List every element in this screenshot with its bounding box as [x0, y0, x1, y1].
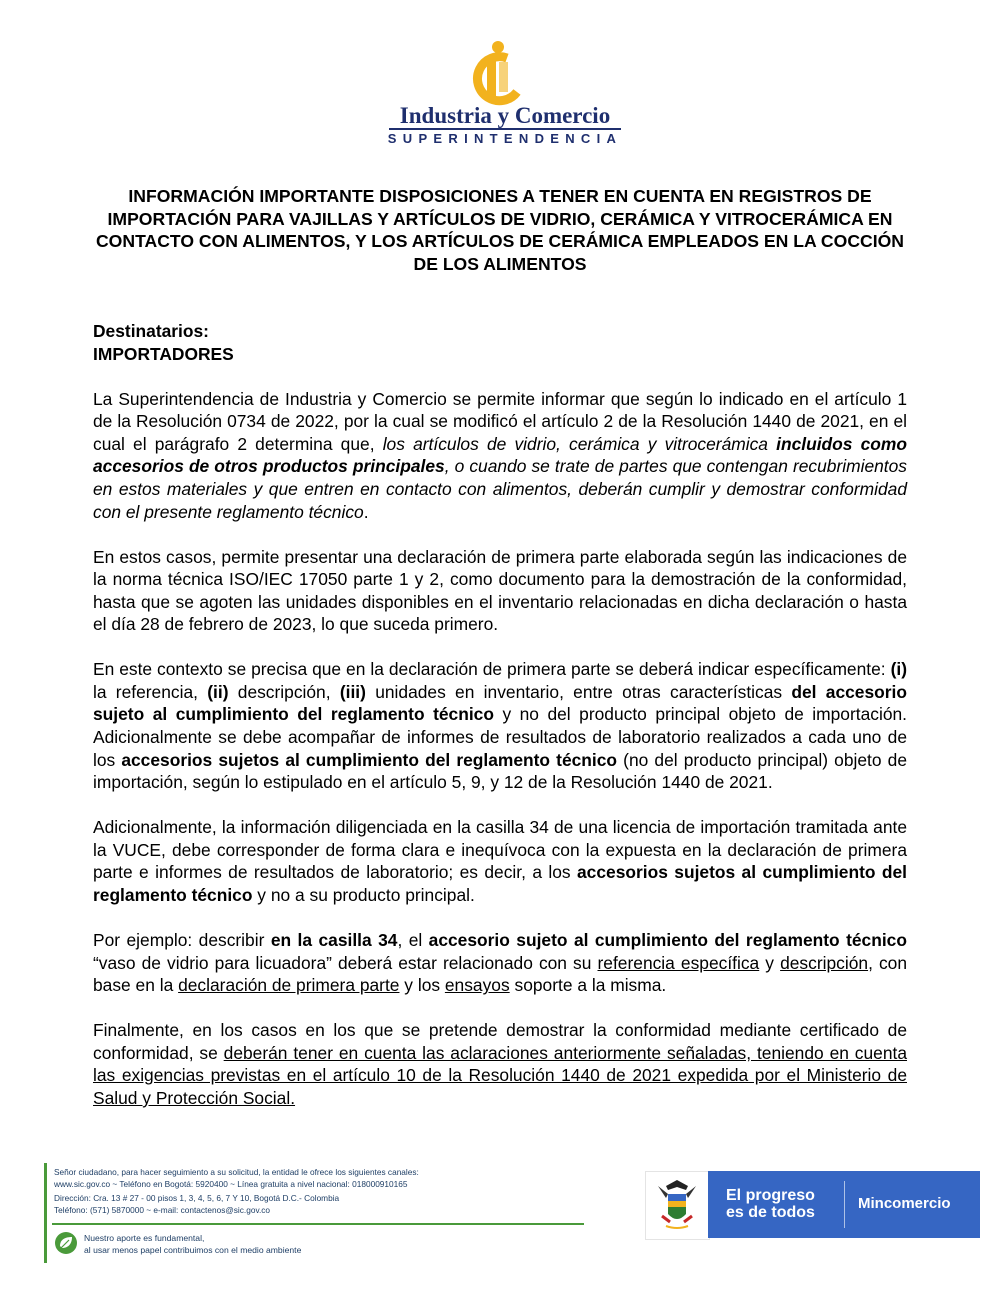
footer-line-4: Teléfono: (571) 5870000 ~ e-mail: contactenos@sic.gov.co — [54, 1204, 271, 1215]
p4-bold: accesorios sujetos al cumplimiento del reglamento técnico — [93, 862, 908, 906]
document-title: INFORMACIÓN IMPORTANTE DISPOSICIONES A TENER EN CUENTA EN REGISTROS DE IMPORTACIÓN PARA VAJILLAS Y ARTÍCULOS DE VIDRIO, CERÁMICA Y VITROCERÁMICA EN CONTACTO CON ALIMENTOS, Y LOS ARTÍCULOS DE CERÁMICA EMPLEADOS EN LA COCCIÓN DE LOS ALIMENTOS — [95, 186, 905, 274]
p1-text-a: La Superintendencia de Industria y Comercio se permite informar que según lo indicado en el artículo 1 de la Resolución 0734 de 2022, por la cual se modificó el artículo 2 de la Resolución 1440 de 2021, en el cual el parágrafo 2 determina que, — [93, 388, 907, 454]
p3-bold-iii: (iii) — [339, 681, 366, 702]
footer-eco-line-1: Nuestro aporte es fundamental, — [84, 1233, 205, 1243]
document-body — [93, 320, 907, 1132]
footer-eco-message — [84, 1233, 301, 1256]
p5-underline-referencia: referencia específica — [597, 952, 760, 973]
footer-line-1: Señor ciudadano, para hacer seguimiento a su solicitud, la entidad le ofrece los siguientes canales: — [54, 1167, 419, 1177]
sic-logo-mark-icon — [467, 40, 527, 106]
p1-text-d: , o cuando se trate de partes que contengan recubrimientos en estos materiales y que entren en contacto con alimentos, deberán cumplir y demostrar conformidad con el presente reglamento técnico — [93, 456, 907, 522]
eco-leaf-icon — [54, 1231, 78, 1255]
paragraph-2: En estos casos, permite presentar una declaración de primera parte elaborada según las indicaciones de la norma técnica ISO/IEC 17050 parte 1 y 2, como documento para la demostración de la conformidad, hasta que se agoten las unidades disponibles en el inventario relacionadas en dicha declaración o hasta el día 28 de febrero de 2023, lo que suceda primero. — [93, 546, 907, 635]
paragraph-6 — [93, 1019, 907, 1109]
p3-text-c: la referencia, — [93, 681, 208, 702]
p4-text-c: y no a su producto principal. — [252, 885, 475, 906]
footer-green-bar — [44, 1163, 47, 1263]
p5-underline-ensayos: ensayos — [444, 975, 510, 996]
logo-subtitle: SUPERINTENDENCIA — [387, 131, 623, 146]
p3-text-a: En este contexto se precisa que en la declaración de primera parte se deberá indicar específicamente: — [93, 659, 891, 680]
p3-bold-accesorio: del accesorio sujeto al cumplimiento del reglamento técnico — [93, 681, 907, 725]
recipients-block — [93, 320, 907, 365]
recipients-label: Destinatarios: — [93, 321, 209, 341]
logo-name: Industria y Comercio — [399, 103, 611, 128]
p3-bold-i: (i) — [890, 659, 907, 680]
colombia-crest-icon — [646, 1172, 709, 1239]
p5-text-m: soporte a la misma. — [509, 975, 667, 996]
footer-contact-text — [54, 1167, 419, 1216]
sic-logo — [385, 40, 625, 150]
p5-text-k: y los — [399, 975, 445, 996]
p5-underline-descripcion: descripción — [780, 952, 869, 973]
p4-text-a: Adicionalmente, la información diligenciada en la casilla 34 de una licencia de importación tramitada ante la VUCE, debe corresponder de forma clara e inequívoca con la expuesta en la declaración de primera parte e informes de resultados de laboratorio; es decir, a los — [93, 817, 907, 883]
progreso-line-2: es de todos — [726, 1204, 815, 1221]
paragraph-3 — [93, 658, 907, 794]
government-banner — [645, 1171, 980, 1238]
p1-bold-italic: incluidos como accesorios de otros productos principales — [93, 433, 907, 477]
banner-divider — [844, 1181, 845, 1228]
p5-underline-declaracion: declaración de primera parte — [178, 975, 400, 996]
p5-text-a: Por ejemplo: describir — [93, 930, 271, 951]
footer-line-3: Dirección: Cra. 13 # 27 - 00 pisos 1, 3, 4, 5, 6, 7 Y 10, Bogotá D.C.- Colombia — [54, 1193, 340, 1204]
p6-text-a: Finalmente, en los casos en los que se pretende demostrar la conformidad mediante certificado de conformidad, se — [93, 1020, 907, 1063]
p1-text-b: los artículos de vidrio, cerámica y vitrocerámica — [382, 433, 777, 454]
progreso-line-1: El progreso — [726, 1187, 815, 1204]
p5-text-c: , el — [397, 930, 429, 951]
p5-bold-casilla: en la casilla 34 — [270, 930, 398, 951]
p5-bold-accesorio: accesorio sujeto al cumplimiento del reglamento técnico — [428, 930, 907, 951]
recipients-value: IMPORTADORES — [93, 343, 234, 364]
p1-text-e: . — [363, 501, 369, 522]
footer-line-2: www.sic.gov.co ~ Teléfono en Bogotá: 5920400 ~ Línea gratuita a nivel nacional: 018000910165 — [54, 1178, 408, 1189]
crest-box — [645, 1171, 710, 1240]
progreso-slogan — [726, 1187, 815, 1221]
paragraph-1 — [93, 388, 907, 524]
p5-text-e: “vaso de vidrio para licuadora” deberá estar relacionado con su — [93, 952, 598, 973]
footer-eco-line-2: al usar menos papel contribuimos con el medio ambiente — [84, 1244, 302, 1255]
logo-rule — [389, 128, 621, 130]
p3-text-i: y no del producto principal objeto de importación. Adicionalmente se debe acompañar de informes de resultados de laboratorio realizados a cada uno de los — [93, 704, 907, 770]
p3-text-e: descripción, — [228, 681, 340, 702]
paragraph-5 — [93, 929, 907, 997]
ministry-name: Mincomercio — [858, 1195, 951, 1212]
p5-text-g: y — [759, 952, 781, 973]
p6-underline: deberán tener en cuenta las aclaraciones anteriormente señaladas, teniendo en cuenta las exigencias previstas en el artículo 10 de la Resolución 1440 de 2021 expedida por el Ministerio de Salud y Protección Social. — [93, 1042, 908, 1108]
p3-text-g: unidades en inventario, entre otras características — [365, 681, 792, 702]
paragraph-4 — [93, 816, 907, 906]
p5-text-i: , con base en la — [93, 952, 908, 996]
p3-text-k: (no del producto principal) objeto de importación, según lo estipulado en el artículo 5, 9, y 12 de la Resolución 1440 de 2021. — [93, 749, 907, 793]
progress-banner — [708, 1171, 980, 1238]
p3-bold-ii: (ii) — [207, 681, 229, 702]
p3-bold-accesorios: accesorios sujetos al cumplimiento del reglamento técnico — [121, 749, 618, 770]
footer-contact — [44, 1163, 584, 1263]
footer-divider — [52, 1223, 584, 1225]
